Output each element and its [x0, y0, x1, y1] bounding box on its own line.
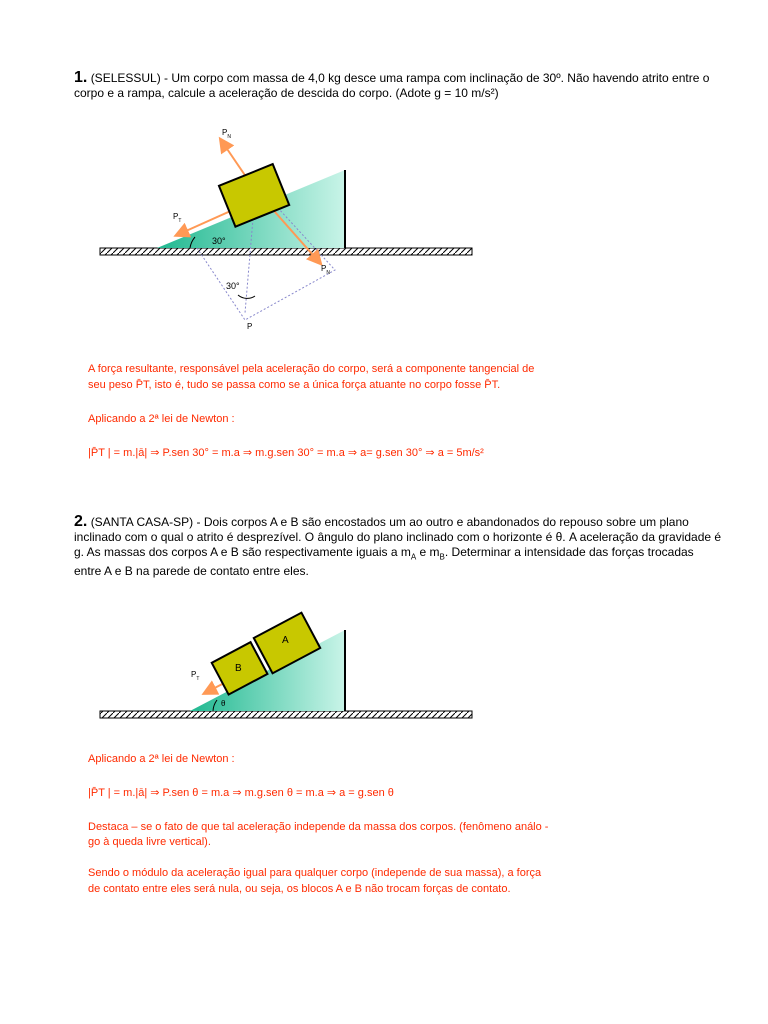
label-b: B: [235, 663, 242, 674]
question-2-text: (SANTA CASA-SP) - Dois corpos A e B são encostados um ao outro e abandonados do repouso sobre um plano inclinado com o qual o atrito é desprezível. O ângulo do plano inclinado com o horizonte é θ. A aceleração da gravidade é g. As massas dos corpos A e B são respectivamente iguais a $m_A$ e $m_B$. Determinar a intensidade das forças trocadas entre A e B na parede de contato entre eles.: [74, 515, 722, 579]
question-1-number: 1.: [74, 69, 88, 86]
solution-2-line-4: go à queda livre vertical).: [88, 836, 211, 848]
solution-2-line-1: Aplicando a 2ª lei de Newton :: [88, 753, 235, 765]
solution-1-line-4: |P̄T | = m.|ā| ⇒ P.sen 30° = m.a ⇒ m.g.sen 30° = m.a ⇒ a= g.sen 30° ⇒ a = 5m/s²: [88, 447, 484, 459]
solution-1-line-1: A força resultante, responsável pela aceleração do corpo, será a componente tangencial de: [88, 363, 535, 375]
label-pt: $P_T$: [173, 212, 182, 224]
question-2-number: 2.: [74, 513, 88, 530]
figure-2-inclined-plane: [95, 605, 480, 725]
label-a: A: [282, 635, 289, 646]
solution-2-line-5: Sendo o módulo da aceleração igual para qualquer corpo (independe de sua massa), a força: [88, 867, 542, 879]
label-angle-bottom: 30°: [226, 281, 240, 291]
label-pt-2: $P_T$: [191, 670, 200, 682]
label-pn2: $P_N$: [321, 264, 330, 276]
label-theta: θ: [221, 699, 226, 708]
ground-hatch: [100, 248, 472, 255]
question-1-text: (SELESSUL) - Um corpo com massa de 4,0 kg desce uma rampa com inclinação de 30º. Não havendo atrito entre o corpo e a rampa, calcule a aceleração de descida do corpo. (Adote g = 10 m/s²): [74, 71, 710, 100]
solution-2-line-2: |P̄T | = m.|ā| ⇒ P.sen θ = m.a ⇒ m.g.sen θ = m.a ⇒ a = g.sen θ: [88, 787, 394, 799]
figure-1-inclined-plane: [95, 115, 480, 340]
label-p: P: [247, 322, 253, 331]
label-pn: $P_N$: [222, 128, 231, 140]
solution-2-line-6: de contato entre eles será nula, ou seja, os blocos A e B não trocam forças de contato.: [88, 883, 511, 895]
label-angle-top: 30°: [212, 236, 226, 246]
question-2: [74, 514, 724, 579]
question-1: [74, 70, 724, 101]
solution-1-line-2: seu peso P̄T, isto é, tudo se passa como se a única força atuante no corpo fosse P̄T.: [88, 379, 501, 391]
solution-2-line-3: Destaca – se o fato de que tal aceleração independe da massa dos corpos. (fenômeno análo -: [88, 821, 549, 833]
solution-1-line-3: Aplicando a 2ª lei de Newton :: [88, 413, 235, 425]
ground-hatch-2: [100, 711, 472, 718]
